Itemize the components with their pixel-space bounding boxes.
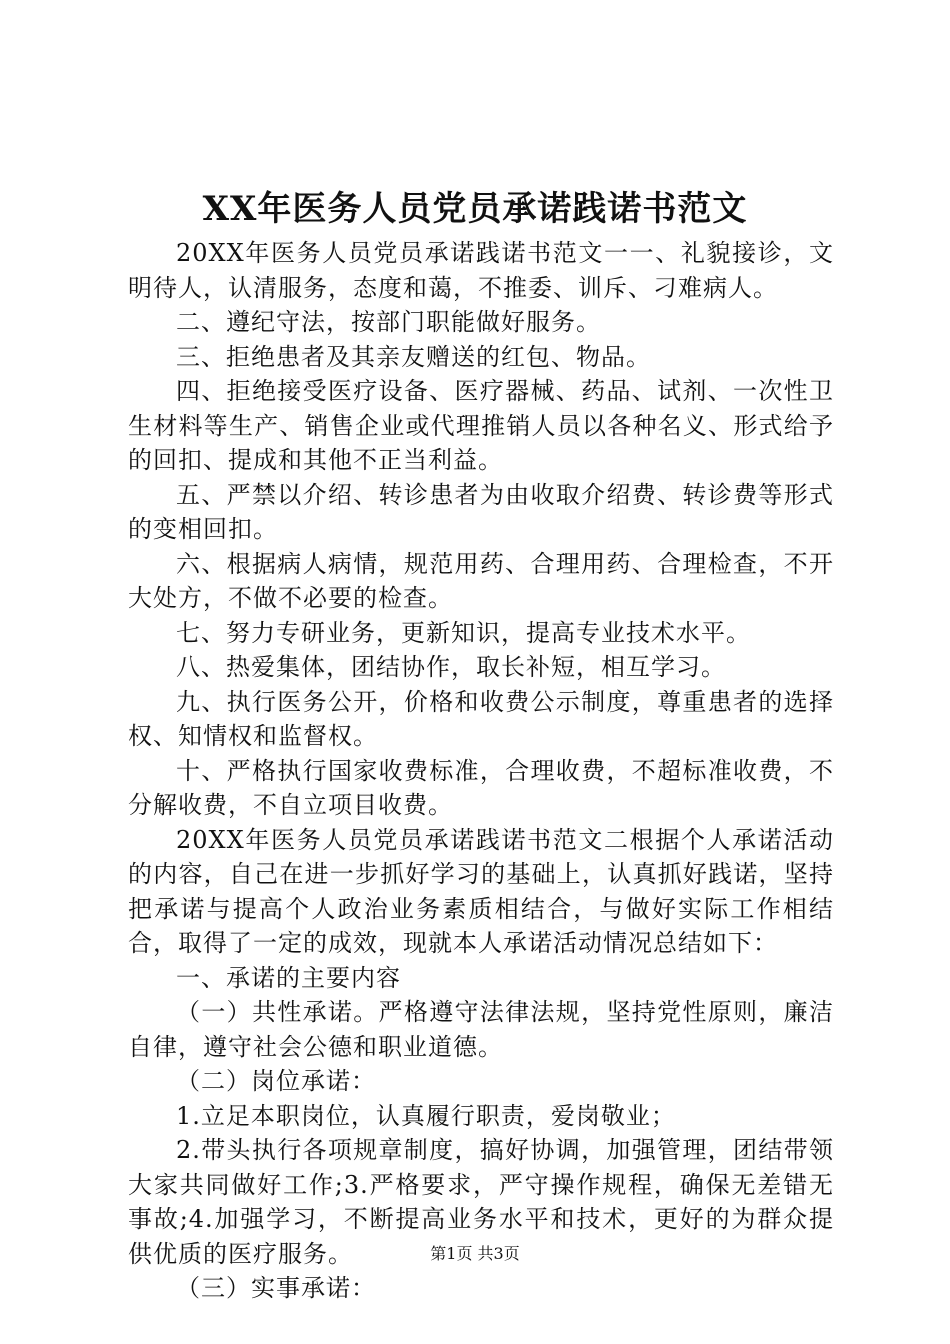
paragraph: （一）共性承诺。严格遵守法律法规，坚持党性原则，廉洁自律，遵守社会公德和职业道德。 xyxy=(128,998,834,1061)
list-item: 2.带头执行各项规章制度，搞好协调，加强管理，团结带领大家共同做好工作;3.严格要求，严守操作规程，确保无差错无事故;4.加强学习，不断提高业务水平和技术，更好的为群众提供优质的医疗服务。 xyxy=(128,1136,834,1268)
paragraph: 三、拒绝患者及其亲友赠送的红包、物品。 xyxy=(176,342,651,371)
paragraph: 五、严禁以介绍、转诊患者为由收取介绍费、转诊费等形式的变相回扣。 xyxy=(128,480,834,543)
paragraph: 九、执行医务公开，价格和收费公示制度，尊重患者的选择权、知情权和监督权。 xyxy=(128,687,834,750)
list-item: 1.立足本职岗位，认真履行职责，爱岗敬业； xyxy=(176,1101,676,1130)
document-title: XX年医务人员党员承诺践诺书范文 xyxy=(202,189,748,229)
subsection-heading: （三）实事承诺： xyxy=(176,1274,376,1302)
paragraph: 七、努力专研业务，更新知识，提高专业技术水平。 xyxy=(176,618,751,647)
document-body xyxy=(128,236,834,1306)
paragraph: 六、根据病人病情，规范用药、合理用药、合理检查，不开大处方，不做不必要的检查。 xyxy=(128,549,834,612)
paragraph: 二、遵纪守法，按部门职能做好服务。 xyxy=(176,308,601,336)
subsection-heading: （二）岗位承诺： xyxy=(176,1067,376,1095)
paragraph: 20XX年医务人员党员承诺践诺书范文二根据个人承诺活动的内容，自己在进一步抓好学习的基础上，认真抓好践诺，坚持把承诺与提高个人政治业务素质相结合，与做好实际工作相结合，取得了一定的成效，现就本人承诺活动情况总结如下： xyxy=(128,825,834,957)
section-heading: 一、承诺的主要内容 xyxy=(176,963,401,992)
paragraph: 十、严格执行国家收费标准，合理收费，不超标准收费，不分解收费，不自立项目收费。 xyxy=(128,756,834,819)
paragraph: 20XX年医务人员党员承诺践诺书范文一一、礼貌接诊，文明待人，认清服务，态度和蔼，不推委、训斥、刁难病人。 xyxy=(128,239,834,302)
page-number: 第1页 共3页 xyxy=(430,1244,520,1263)
paragraph: 八、热爱集体，团结协作，取长补短，相互学习。 xyxy=(176,653,726,681)
paragraph: 四、拒绝接受医疗设备、医疗器械、药品、试剂、一次性卫生材料等生产、销售企业或代理推销人员以各种名义、形式给予的回扣、提成和其他不正当利益。 xyxy=(128,377,834,474)
